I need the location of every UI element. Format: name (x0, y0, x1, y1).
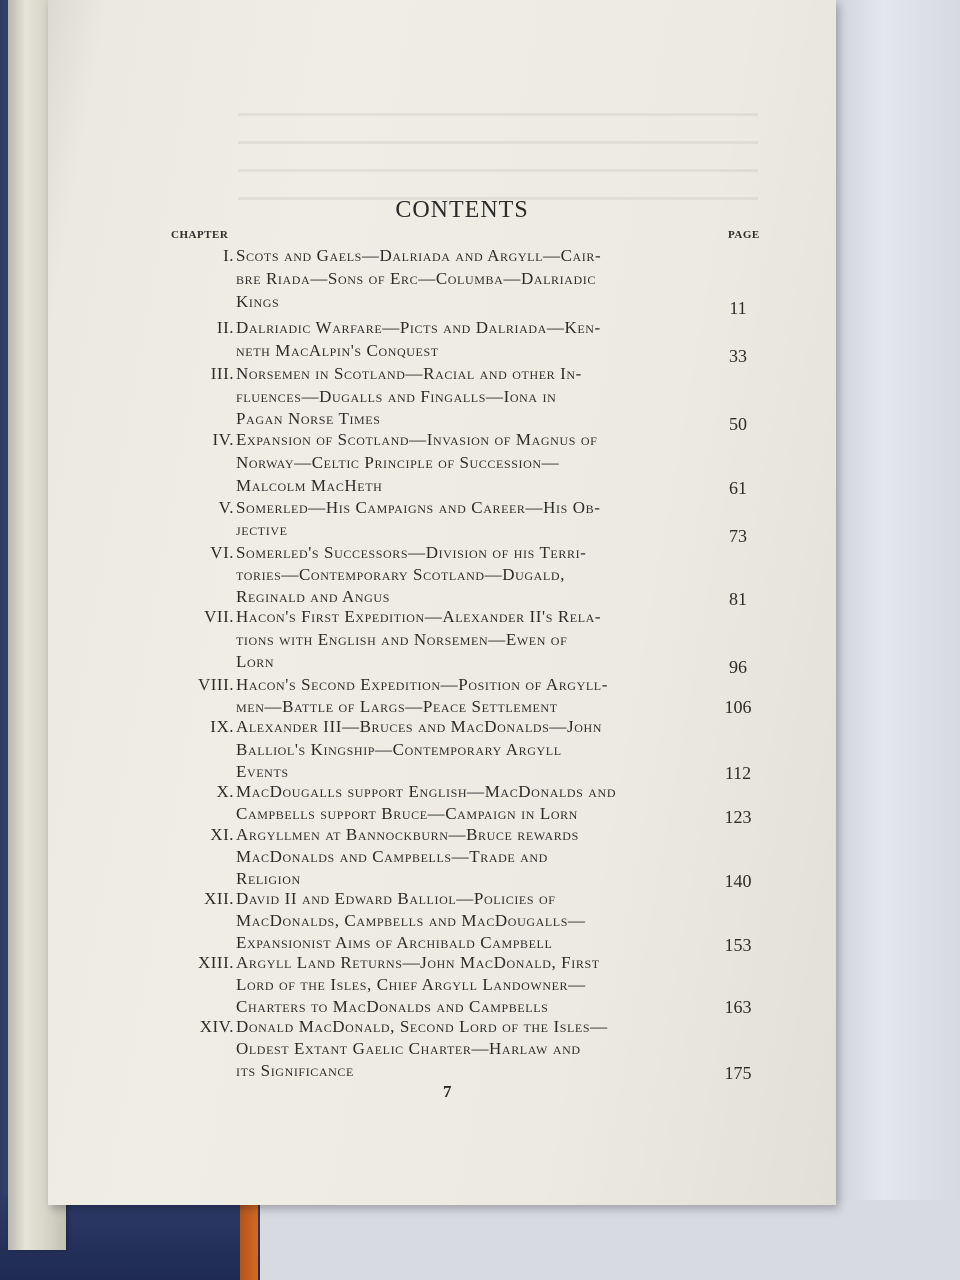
chapter-number: XII. (204, 889, 234, 908)
page-number: 140 (724, 871, 752, 891)
page-number: 163 (724, 997, 752, 1017)
contents-page (48, 0, 836, 1205)
chapter-title-line: tions with English and Norsemen—Ewen of (236, 630, 568, 649)
chapter-title-line: Somerled—His Campaigns and Career—His Ob- (236, 498, 601, 517)
chapter-title-line: Campbells support Bruce—Campaign in Lorn (236, 804, 578, 823)
page-number: 123 (724, 807, 752, 827)
chapter-title-line: Lord of the Isles, Chief Argyll Landowner— (236, 975, 586, 994)
page-number: 81 (729, 589, 747, 609)
chapter-number: XIV. (199, 1017, 234, 1036)
chapter-number: II. (216, 318, 234, 337)
chapter-number: IX. (210, 717, 234, 736)
page-number: 112 (724, 763, 752, 783)
page-number: 96 (729, 657, 747, 677)
chapter-title-line: bre Riada—Sons of Erc—Columba—Dalriadic (236, 269, 596, 288)
chapter-title-line: Religion (236, 869, 301, 888)
chapter-number: III. (210, 364, 234, 383)
chapter-number: VI. (210, 543, 234, 562)
chapter-title-line: Hacon's First Expedition—Alexander II's Rela- (236, 607, 602, 626)
page-number: 73 (729, 526, 747, 546)
chapter-title-line: tories—Contemporary Scotland—Dugald, (236, 565, 565, 584)
chapter-title-line: Alexander III—Bruces and MacDonalds—John (236, 717, 603, 736)
chapter-title-line: Expansionist Aims of Archibald Campbell (236, 933, 553, 952)
chapter-title-line: Kings (236, 292, 280, 311)
chapter-title-line: jective (236, 520, 288, 539)
page-number: 33 (729, 346, 747, 366)
chapter-title-line: Hacon's Second Expedition—Position of Argyll- (236, 675, 608, 694)
chapter-title-line: Scots and Gaels—Dalriada and Argyll—Cair- (236, 246, 602, 265)
book-cover-edge (240, 1200, 258, 1280)
page-number: 106 (724, 697, 752, 717)
chapter-title-line: Balliol's Kingship—Contemporary Argyll (236, 740, 562, 759)
chapter-number: XI. (210, 825, 234, 844)
chapter-title-line: Pagan Norse Times (236, 409, 381, 428)
chapter-title-line: Reginald and Angus (236, 587, 390, 606)
page-title: CONTENTS (395, 197, 529, 223)
chapter-title-line: MacDonalds, Campbells and MacDougalls— (236, 911, 586, 930)
chapter-title-line: MacDonalds and Campbells—Trade and (236, 847, 548, 866)
page-number: 11 (729, 298, 747, 318)
chapter-number: I. (223, 246, 234, 265)
chapter-title-line: neth MacAlpin's Conquest (236, 341, 439, 360)
chapter-title-line: Norway—Celtic Principle of Succession— (236, 453, 560, 472)
chapter-title-line: Somerled's Successors—Division of his Terri- (236, 543, 587, 562)
chapter-title-line: Malcolm MacHeth (236, 476, 383, 495)
chapter-title-line: Norsemen in Scotland—Racial and other In- (236, 364, 582, 383)
chapter-number: V. (218, 498, 234, 517)
folio-page-number: 7 (443, 1082, 452, 1101)
chapter-title-line: its Significance (236, 1061, 354, 1080)
chapter-title-line: Donald MacDonald, Second Lord of the Isles— (236, 1017, 608, 1036)
page-number: 153 (724, 935, 752, 955)
page-column-label: PAGE (728, 229, 760, 241)
chapter-title-line: Oldest Extant Gaelic Charter—Harlaw and (236, 1039, 581, 1058)
page-number: 50 (729, 414, 747, 434)
chapter-number: VIII. (197, 675, 234, 694)
chapter-title-line: Expansion of Scotland—Invasion of Magnus of (236, 430, 598, 449)
chapter-title-line: Events (236, 762, 289, 781)
chapter-number: X. (216, 782, 234, 801)
chapter-title-line: Argyll Land Returns—John MacDonald, First (236, 953, 600, 972)
page-number: 175 (724, 1063, 752, 1083)
chapter-title-line: Dalriadic Warfare—Picts and Dalriada—Ken- (236, 318, 601, 337)
chapter-number: IV. (212, 430, 234, 449)
background-surface (830, 0, 960, 1280)
chapter-title-line: men—Battle of Largs—Peace Settlement (236, 697, 558, 716)
chapter-title-line: Lorn (236, 652, 275, 671)
chapter-title-line: David II and Edward Balliol—Policies of (236, 889, 556, 908)
chapter-title-line: Charters to MacDonalds and Campbells (236, 997, 549, 1016)
chapter-title-line: MacDougalls support English—MacDonalds and (236, 782, 617, 801)
chapter-column-label: CHAPTER (171, 229, 229, 241)
page-number: 61 (729, 478, 747, 498)
chapter-number: VII. (204, 607, 234, 626)
chapter-title-line: Argyllmen at Bannockburn—Bruce rewards (236, 825, 579, 844)
chapter-title-line: fluences—Dugalls and Fingalls—Iona in (236, 387, 557, 406)
chapter-number: XIII. (197, 953, 234, 972)
